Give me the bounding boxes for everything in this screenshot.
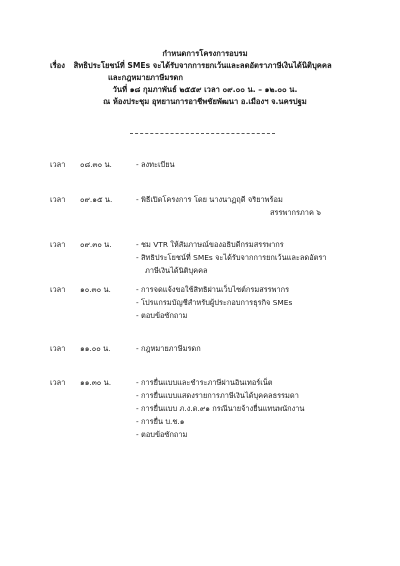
agenda-item: - การจดแจ้งขอใช้สิทธิผ่านเว็บไซต์กรมสรรพากร (136, 285, 290, 294)
time-label: เวลา (50, 378, 66, 387)
subject-text-1: สิทธิประโยชน์ที่ SMEs จะได้รับจากการยกเว้นและลดอัตราภาษีเงินได้นิติบุคคล (73, 61, 332, 70)
agenda-item: - ตอบข้อซักถาม (136, 311, 188, 320)
header-divider (130, 133, 275, 134)
time-value: ๑๐.๓๐ น. (80, 285, 111, 294)
agenda-item: - การยื่นแบบ ภ.ง.ด.๙๑ กรณีนายจ้างยื่นแทนพนักงาน (136, 404, 305, 413)
document-title: กำหนดการโครงการอบรม (162, 49, 248, 58)
agenda-item-continued: ภาษีเงินได้นิติบุคคล (145, 266, 208, 275)
time-label: เวลา (50, 195, 66, 204)
time-value: ๑๑.๐๐ น. (80, 344, 111, 353)
agenda-item: - สิทธิประโยชน์ที่ SMEs จะได้รับจากการยกเว้นและลดอัตรา (136, 253, 327, 262)
agenda-item: - พิธีเปิดโครงการ โดย นางนาฏฤดี จริยาพร้อม (136, 195, 283, 204)
agenda-item: - โปรแกรมบัญชีสำหรับผู้ประกอบการธุรกิจ SMEs (136, 298, 293, 307)
agenda-item: - การยื่นแบบและชำระภาษีผ่านอินเทอร์เน็ต (136, 378, 273, 387)
date-line: วันที่ ๑๘ กุมภาพันธ์ ๒๕๕๙ เวลา ๐๙.๐๐ น. – ๑๒.๐๐ น. (112, 85, 298, 94)
time-label: เวลา (50, 285, 66, 294)
time-value: ๑๑.๓๐ น. (80, 378, 112, 387)
time-label: เวลา (50, 160, 66, 169)
subject-label: เรื่อง (50, 61, 65, 70)
time-label: เวลา (50, 240, 66, 249)
time-value: ๐๙.๓๐ น. (80, 240, 112, 249)
time-value: ๐๘.๓๐ น. (80, 160, 112, 169)
venue-line: ณ ห้องประชุม อุทยานการอาชีพชัยพัฒนา อ.เมืองฯ จ.นครปฐม (103, 97, 307, 106)
subject-line (50, 60, 360, 72)
agenda-item: - ตอบข้อซักถาม (136, 430, 188, 439)
agenda-item-sub: สรรพากรภาค ๖ (270, 208, 321, 217)
time-label: เวลา (50, 344, 66, 353)
agenda-item: - กฎหมายภาษีมรดก (136, 344, 201, 353)
agenda-item: - การยื่นแบบแสดงรายการภาษีเงินได้บุคคลธรรมดา (136, 391, 299, 400)
subject-text-2: และกฎหมายภาษีมรดก (108, 73, 183, 82)
time-value: ๐๙.๑๕ น. (80, 195, 113, 204)
agenda-item: - ชม VTR ให้สัมภาษณ์ของอธิบดีกรมสรรพากร (136, 240, 284, 249)
agenda-item: - ลงทะเบียน (136, 160, 175, 169)
title-block (50, 48, 360, 108)
agenda-item: - การยื่น บ.ช.๑ (136, 417, 185, 426)
